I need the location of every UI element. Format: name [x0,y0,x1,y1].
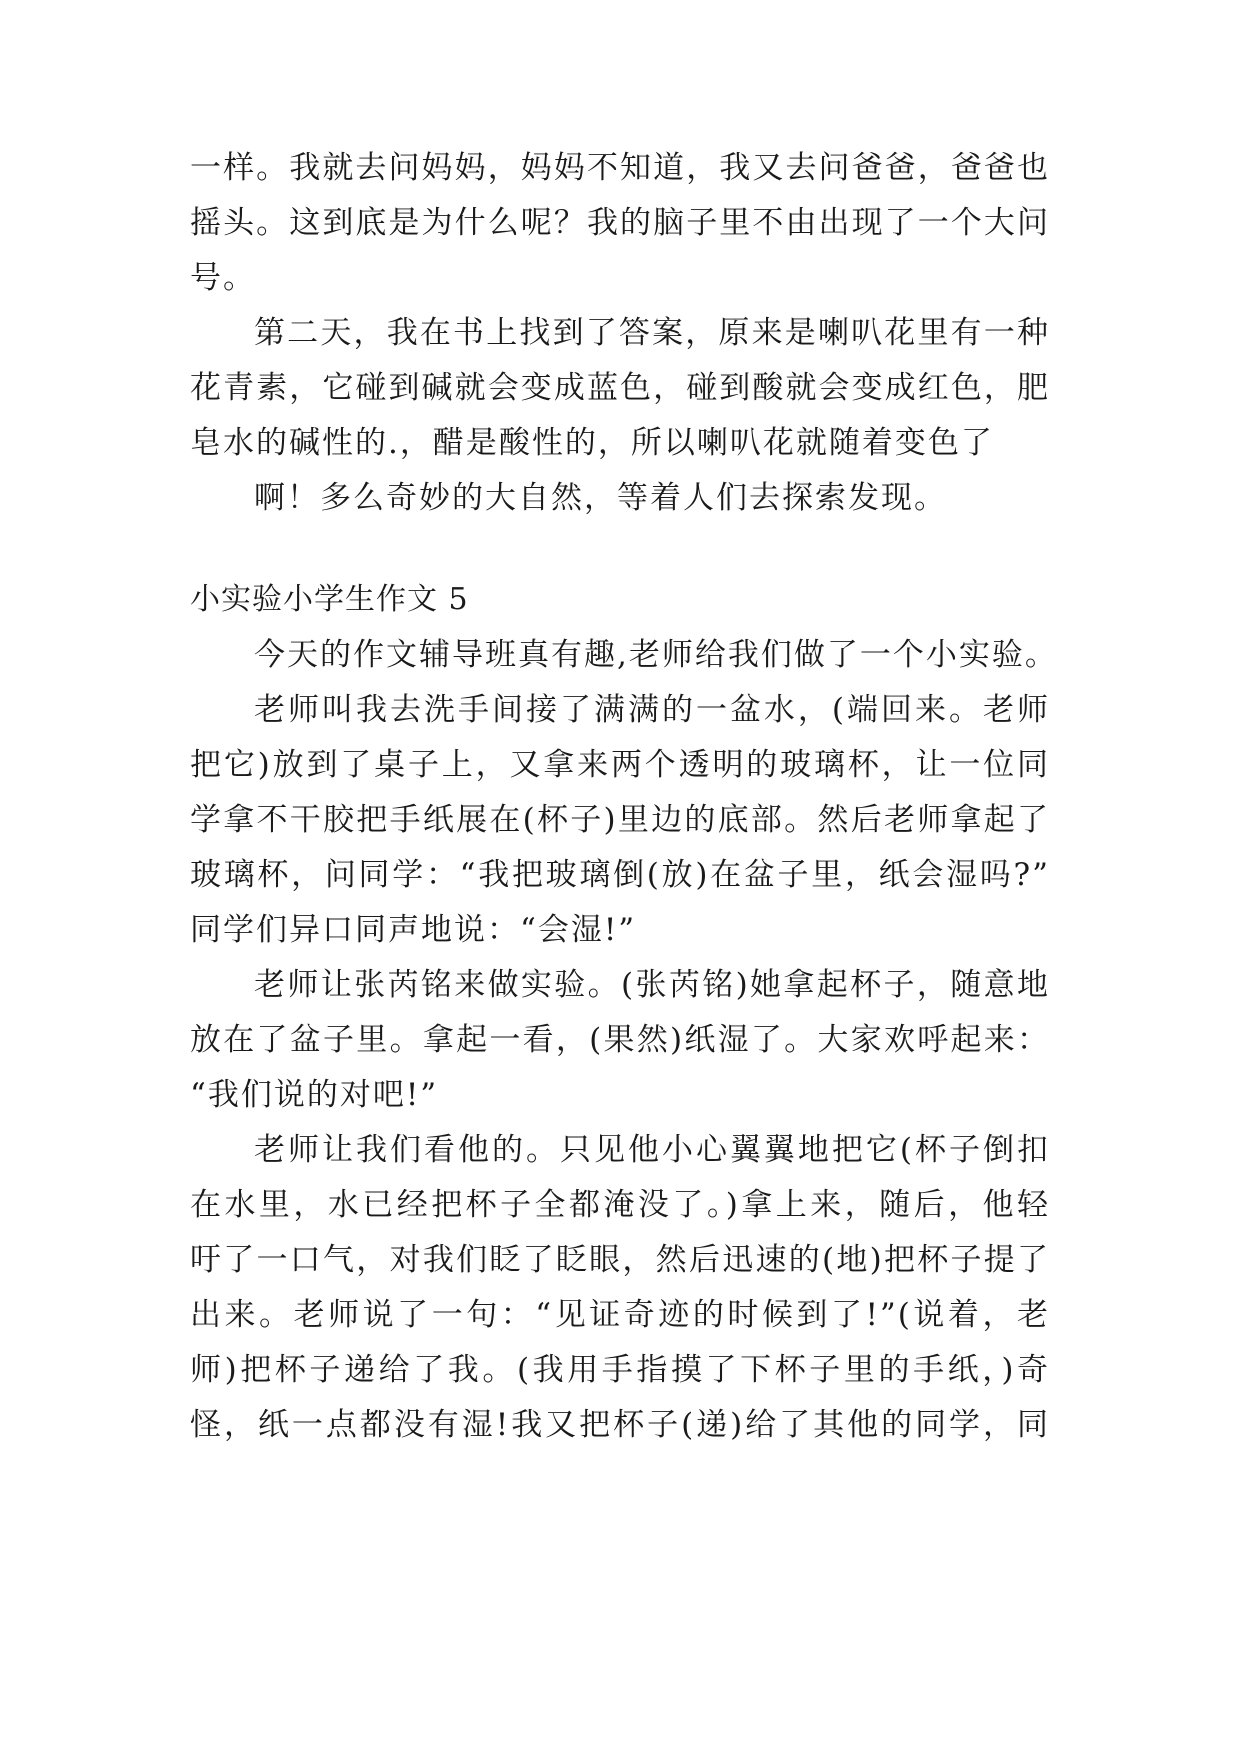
text-line: 皂水的碱性的.，醋是酸性的，所以喇叭花就随着变色了 [190,425,994,461]
text-line: 学拿不干胶把手纸展在(杯子)里边的底部。然后老师拿起了 [190,802,1050,838]
text-line: 在水里，水已经把杯子全都淹没了。)拿上来，随后，他轻 [190,1187,1050,1223]
text-line: 把它)放到了桌子上，又拿来两个透明的玻璃杯，让一位同 [190,747,1050,783]
text-line: 怪，纸一点都没有湿!我又把杯子(递)给了其他的同学，同 [190,1407,1050,1443]
paragraph-first-line: 老师让我们看他的。只见他小心翼翼地把它(杯子倒扣 [254,1132,1050,1168]
paragraph-first-line: 啊！多么奇妙的大自然，等着人们去探索发现。 [254,480,947,516]
text-line: 玻璃杯，问同学：“我把玻璃倒(放)在盆子里，纸会湿吗?” [190,857,1050,893]
text-line: 师)把杯子递给了我。(我用手指摸了下杯子里的手纸，)奇 [190,1352,1050,1388]
paragraph-first-line: 第二天，我在书上找到了答案，原来是喇叭花里有一种 [254,315,1050,351]
text-line: 一样。我就去问妈妈，妈妈不知道，我又去问爸爸，爸爸也 [190,150,1050,186]
text-line: 摇头。这到底是为什么呢？我的脑子里不由出现了一个大问 [190,205,1050,241]
paragraph-first-line: 今天的作文辅导班真有趣,老师给我们做了一个小实验。 [254,637,1058,673]
text-line: 放在了盆子里。拿起一看，(果然)纸湿了。大家欢呼起来： [190,1022,1050,1058]
text-line: 花青素，它碰到碱就会变成蓝色，碰到酸就会变成红色，肥 [190,370,1050,406]
text-line: 同学们异口同声地说：“会湿!” [190,912,637,948]
text-line: 出来。老师说了一句：“见证奇迹的时候到了!”(说着，老 [190,1297,1050,1333]
paragraph-first-line: 老师让张芮铭来做实验。(张芮铭)她拿起杯子，随意地 [254,967,1050,1003]
paragraph-first-line: 老师叫我去洗手间接了满满的一盆水，(端回来。老师 [254,692,1050,728]
text-line: 吁了一口气，对我们眨了眨眼，然后迅速的(地)把杯子提了 [190,1242,1050,1278]
text-line: 号。 [190,260,256,296]
section-heading: 小实验小学生作文 5 [190,582,469,617]
document-page [190,0,1058,1754]
text-line: “我们说的对吧!” [190,1077,439,1113]
